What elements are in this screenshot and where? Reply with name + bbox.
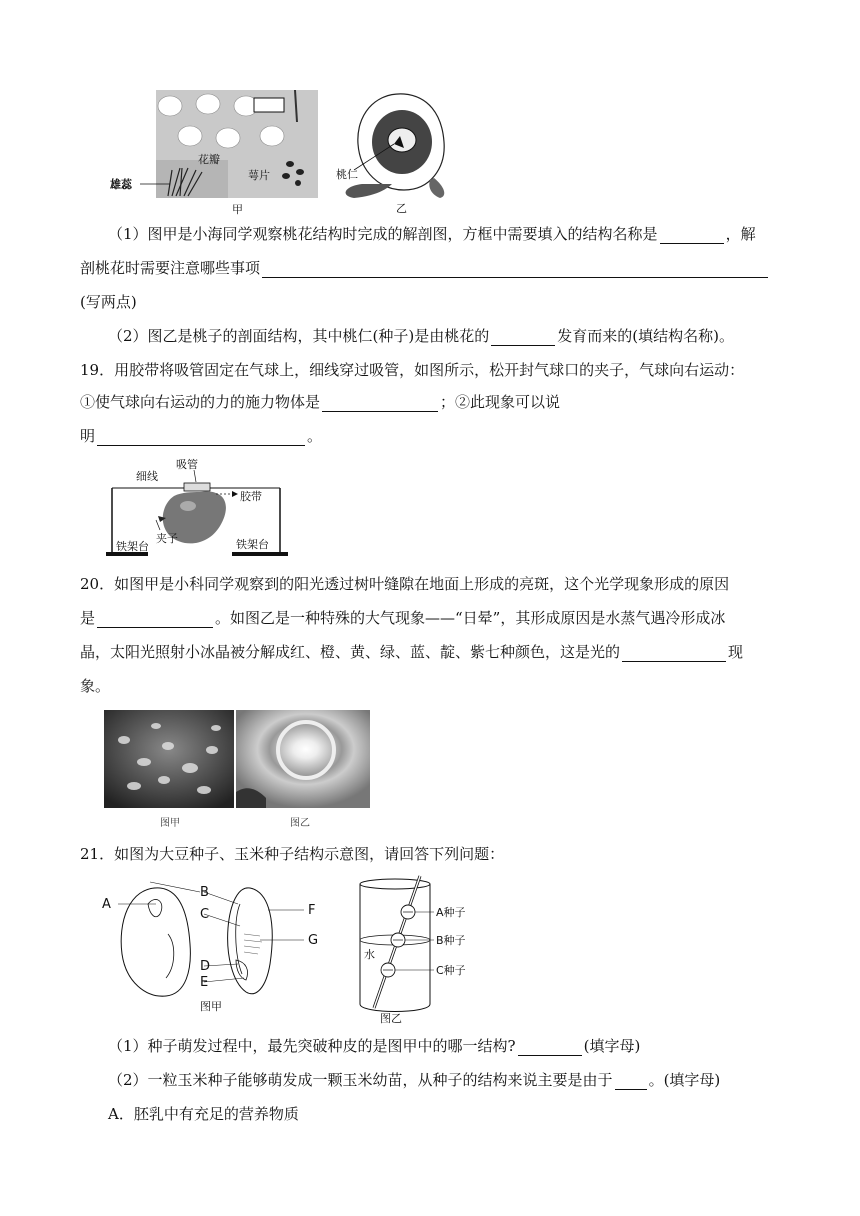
q20-caption-yi: 图乙 [290,818,310,829]
seed-label-f: F [308,903,316,918]
tape-label: 胶带 [240,490,262,503]
q21-caption-yi: 图乙 [380,1012,402,1024]
sepal-label: 萼片 [248,169,270,182]
figure-light-spots [104,710,234,808]
q21-sub1: （1）种子萌发过程中，最先突破种皮的是图甲中的哪一结构? (填字母) [108,1037,641,1055]
q20-line2: 是 。如图乙是一种特殊的大气现象——“日晕”，其形成原因是水蒸气遇冷形成冰 [80,609,726,627]
seed-label-g: G [308,933,319,948]
figure-solar-halo [236,710,370,808]
beaker-seed-b-label: B种子 [436,934,466,947]
q18-sub1-line2: 剖桃花时需要注意哪些事项 [80,258,770,278]
q18-blank-structure[interactable] [660,227,724,244]
q20-line3: 晶，太阳光照射小冰晶被分解成红、橙、黄、绿、蓝、靛、紫七种颜色，这是光的 现 [80,643,744,661]
beaker-seed-c-label: C种子 [436,964,466,977]
beaker-water-label: 水 [364,948,375,961]
straw-label: 吸管 [176,458,198,471]
q19-line1: 19．用胶带将吸管固定在气球上，细线穿过吸管，如图所示，松开封气球口的夹子，气球向右运动： [80,361,745,379]
seed-label-c: C [200,907,210,922]
q19-line3: 明 。 [80,427,323,445]
figure-balloon-experiment [104,456,290,560]
q20-line4: 象。 [80,677,111,695]
q18-blank-origin[interactable] [491,329,555,346]
q21-caption-jia: 图甲 [200,1000,222,1013]
q20-line1: 20．如图甲是小科同学观察到的阳光透过树叶缝隙在地面上形成的亮斑，这个光学现象形成的原因 [80,575,730,593]
petal-label: 花瓣 [198,153,220,166]
q18-sub1-line1: （1）图甲是小海同学观察桃花结构时完成的解剖图，方框中需要填入的结构名称是 ，解 [108,225,756,243]
beaker-seed-a-label: A种子 [436,906,466,919]
q21-line1: 21．如图为大豆种子、玉米种子结构示意图，请回答下列问题： [80,845,505,863]
q19-line2: ①使气球向右运动的力的施力物体是 ；②此现象可以说 [80,393,561,411]
seed-label-d: D [200,959,211,974]
q21-blank-first-structure[interactable] [518,1039,582,1056]
figure-germination-beaker [350,874,500,1024]
q18-sub2: （2）图乙是桃子的剖面结构，其中桃仁(种子)是由桃花的 发育而来的(填结构名称)。 [108,327,734,345]
q21-option-a[interactable]: A．胚乳中有充足的营养物质 [108,1105,299,1123]
caption-jia: 甲 [232,203,243,216]
seed-label-a: A [102,897,111,912]
figure-peach-flower-dissection [110,88,320,216]
thread-label: 细线 [136,470,158,483]
figure-peach-cross-section [334,86,454,216]
stand-left-label: 铁架台 [116,540,149,553]
q21-blank-main-reason[interactable] [615,1073,647,1090]
stand-right-label: 铁架台 [236,538,269,551]
seed-label-e: E [200,975,209,990]
figure-seed-structures [100,874,334,1014]
q20-caption-jia: 图甲 [160,818,180,829]
stamen-label: 雄蕊 [110,178,132,191]
seed-label-b: B [200,885,209,900]
q21-sub2: （2）一粒玉米种子能够萌发成一颗玉米幼苗，从种子的结构来说主要是由于 。(填字母) [108,1071,721,1089]
kernel-label: 桃仁 [336,168,358,181]
q20-blank-reason[interactable] [97,611,213,628]
caption-yi: 乙 [396,202,407,215]
q18-sub1-line3: (写两点) [80,293,137,311]
q19-blank-explanation[interactable] [97,429,305,446]
q19-blank-force-source[interactable] [322,395,438,412]
q18-blank-precautions[interactable] [262,261,768,278]
clip-label: 夹子 [156,532,178,545]
q20-blank-phenomenon[interactable] [622,645,726,662]
